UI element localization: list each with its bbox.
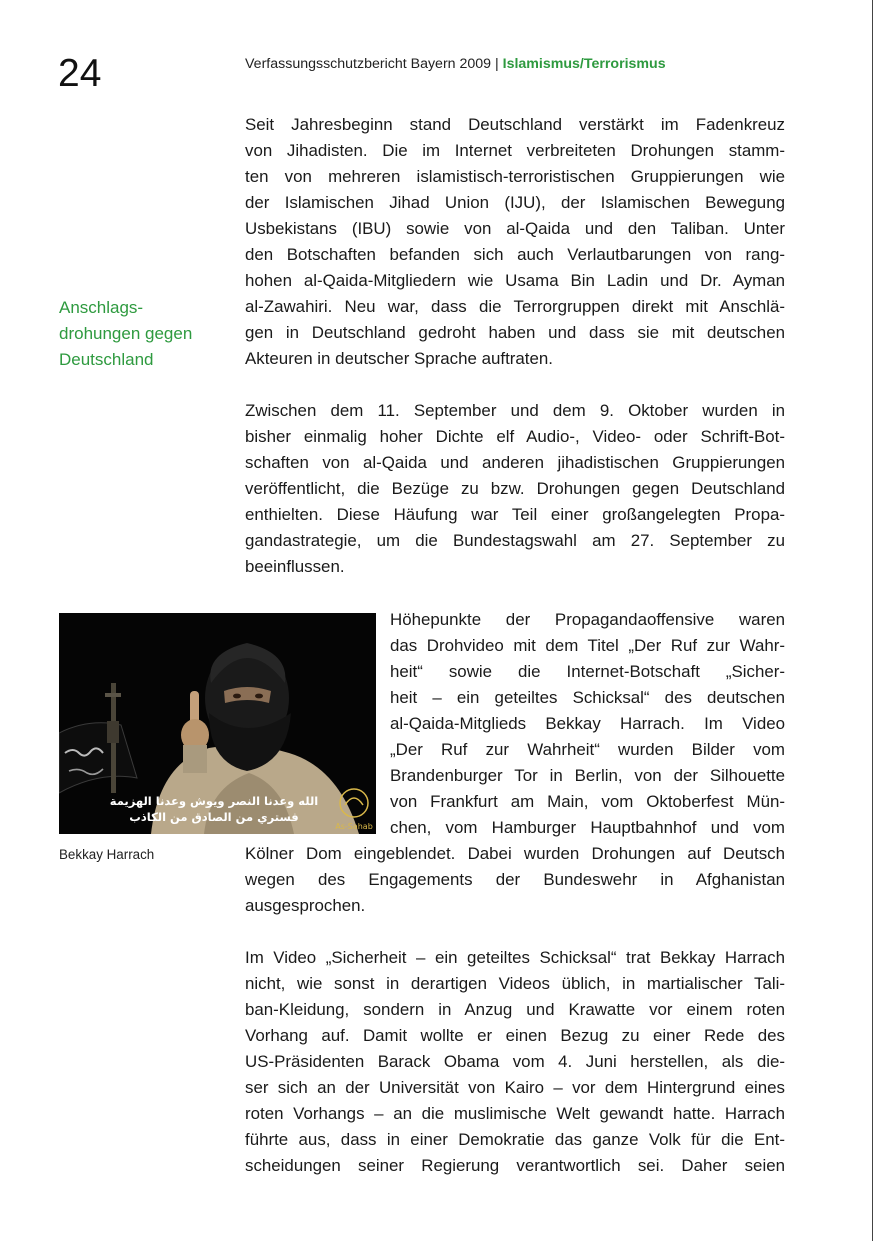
text-line: von Jihadisten. Die im Internet verbreiteten Drohungen stamm- [245, 141, 785, 160]
page-edge-line [872, 0, 873, 1241]
text-line: schaften von al-Qaida und anderen jihadistischen Gruppierungen [245, 453, 785, 472]
text-line: al-Qaida-Mitglieds Bekkay Harrach. Im Video [390, 714, 785, 733]
paragraph-2 [245, 398, 785, 580]
text-line: US-Präsidenten Barack Obama vom 4. Juni herstellen, als die- [245, 1052, 785, 1071]
text-line: Akteuren in deutscher Sprache auftraten. [245, 349, 553, 368]
text-line: ban-Kleidung, sondern in Anzug und Krawatte vor einem roten [245, 1000, 785, 1019]
marginal-note-line: drohungen gegen [59, 324, 193, 343]
text-line: bisher einmalig hoher Dichte elf Audio-, Video- oder Schrift-Bot- [245, 427, 785, 446]
page-number: 24 [58, 52, 102, 95]
text-line: al-Zawahiri. Neu war, dass die Terrorgruppen direkt mit Anschlä- [245, 297, 785, 316]
text-line: führte aus, dass in einer Demokratie das ganze Volk für die Ent- [245, 1130, 785, 1149]
text-line: beeinflussen. [245, 557, 345, 576]
text-line: den Botschaften befanden sich auch Verlautbarungen von rang- [245, 245, 785, 264]
text-line: Höhepunkte der Propagandaoffensive waren [390, 610, 785, 629]
text-line: „Der Ruf zur Wahrheit“ wurden Bilder vom [390, 740, 785, 759]
text-line: chen, vom Hamburger Hauptbahnhof und vom [390, 818, 785, 837]
text-line: Im Video „Sicherheit – ein geteiltes Schicksal“ trat Bekkay Harrach [245, 948, 785, 967]
text-line: Usbekistans (IBU) sowie von al-Qaida und den Taliban. Unter [245, 219, 785, 238]
paragraph-4 [245, 945, 785, 1179]
marginal-note [59, 295, 234, 373]
figure-caption: Bekkay Harrach [59, 847, 155, 862]
header-section: Islamismus/Terrorismus [502, 56, 666, 72]
text-line: veröffentlicht, die Bezüge zu bzw. Drohungen gegen Deutschland [245, 479, 785, 498]
text-line: Seit Jahresbeginn stand Deutschland verstärkt im Fadenkreuz [245, 115, 785, 134]
text-line: wegen des Engagements der Bundeswehr in Afghanistan [245, 870, 785, 889]
figure-graphic [59, 613, 376, 834]
text-line: ser sich an der Universität von Kairo – vor dem Hintergrund eines [245, 1078, 785, 1097]
running-header [245, 55, 666, 73]
text-line: scheidungen seiner Regierung verantwortlich sei. Daher seien [245, 1156, 785, 1175]
text-line: Kölner Dom eingeblendet. Dabei wurden Drohungen auf Deutsch [245, 844, 785, 863]
text-line: gandastrategie, um die Bundestagswahl am 27. September zu [245, 531, 785, 550]
marginal-note-line: Deutschland [59, 350, 154, 369]
text-line: heit – ein geteiltes Schicksal“ des deutschen [390, 688, 785, 707]
text-line: enthielten. Diese Häufung war Teil einer großangelegten Propa- [245, 505, 785, 524]
text-line: der Islamischen Jihad Union (IJU), der Islamischen Bewegung [245, 193, 785, 212]
text-line: nicht, wie sonst in derartigen Videos üblich, in martialischer Tali- [245, 974, 785, 993]
text-line: das Drohvideo mit dem Titel „Der Ruf zur Wahr- [390, 636, 785, 655]
text-line: hohen al-Qaida-Mitgliedern wie Usama Bin Ladin und Dr. Ayman [245, 271, 785, 290]
logo-text: As-Sahab [335, 822, 373, 831]
header-title: Verfassungsschutzbericht Bayern 2009 | [245, 56, 503, 72]
marginal-note-line: Anschlags- [59, 298, 144, 317]
paragraph-3-beside-image [390, 607, 785, 841]
video-subtitle-line-1: الله وعدنا النصر ويوش وعدنا الهزيمة [109, 794, 319, 808]
text-line: Brandenburger Tor in Berlin, von der Silhouette [390, 766, 785, 785]
paragraph-3-continuation [245, 841, 785, 919]
text-line: gen in Deutschland gedroht haben und dass sie mit deutschen [245, 323, 785, 342]
text-line: Vorhang auf. Damit wollte er einen Bezug zu einer Rede des [245, 1026, 785, 1045]
text-line: ausgesprochen. [245, 896, 366, 915]
video-still-image [59, 613, 376, 834]
text-line: von Frankfurt am Main, vom Oktoberfest Mün- [390, 792, 785, 811]
text-line: heit“ sowie die Internet-Botschaft „Sicher- [390, 662, 785, 681]
text-line: roten Vorhangs – an die muslimische Welt gewandt hatte. Harrach [245, 1104, 785, 1123]
text-line: ten von mehreren islamistisch-terroristischen Gruppierungen wie [245, 167, 785, 186]
paragraph-1 [245, 112, 785, 372]
video-subtitle-line-2: فستري من الصادق من الكاذب [129, 810, 299, 824]
text-line: Zwischen dem 11. September und dem 9. Oktober wurden in [245, 401, 785, 420]
